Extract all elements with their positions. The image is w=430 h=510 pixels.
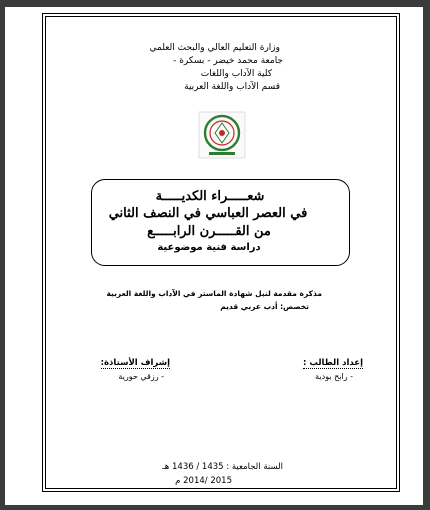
academic-year-hijri: السنة الجامعية : 1435 / 1436 هـ	[162, 462, 283, 472]
ministry-text: وزارة التعليم العالي والبحث العلمي	[149, 43, 280, 53]
academic-year-gregorian: 2015 /2014 م	[175, 476, 232, 486]
thesis-title-line2: في العصر العباسي في النصف الثاني	[108, 206, 308, 221]
supervisor-label	[101, 358, 170, 369]
thesis-title-line1: شعـــــراء الكديـــــة	[155, 189, 265, 204]
university-text: جامعة محمد خيضر - بسكرة -	[173, 56, 283, 66]
thesis-title-line3: من القـــــرن الرابـــــع	[147, 224, 271, 239]
supervisor-label-text: إشراف الأستاذة:	[100, 358, 170, 368]
memo-specialization: تخصص: أدب عربي قديم	[220, 302, 309, 311]
student-label-text: إعداد الطالب :	[303, 358, 363, 368]
student-label	[303, 358, 363, 369]
student-name: - رابح بودية	[315, 372, 353, 381]
document-page	[5, 7, 423, 505]
faculty-text: كلية الآداب واللغات	[200, 69, 272, 79]
thesis-subtitle: دراسة فنية موضوعية	[157, 242, 261, 253]
memo-description: مذكرة مقدمة لنيل شهادة الماستر في الآداب واللغة العربية	[106, 289, 322, 298]
department-text: قسم الآداب واللغة العربية	[184, 82, 280, 92]
university-logo	[198, 111, 246, 159]
supervisor-name: - رزقي حورية	[118, 372, 164, 381]
